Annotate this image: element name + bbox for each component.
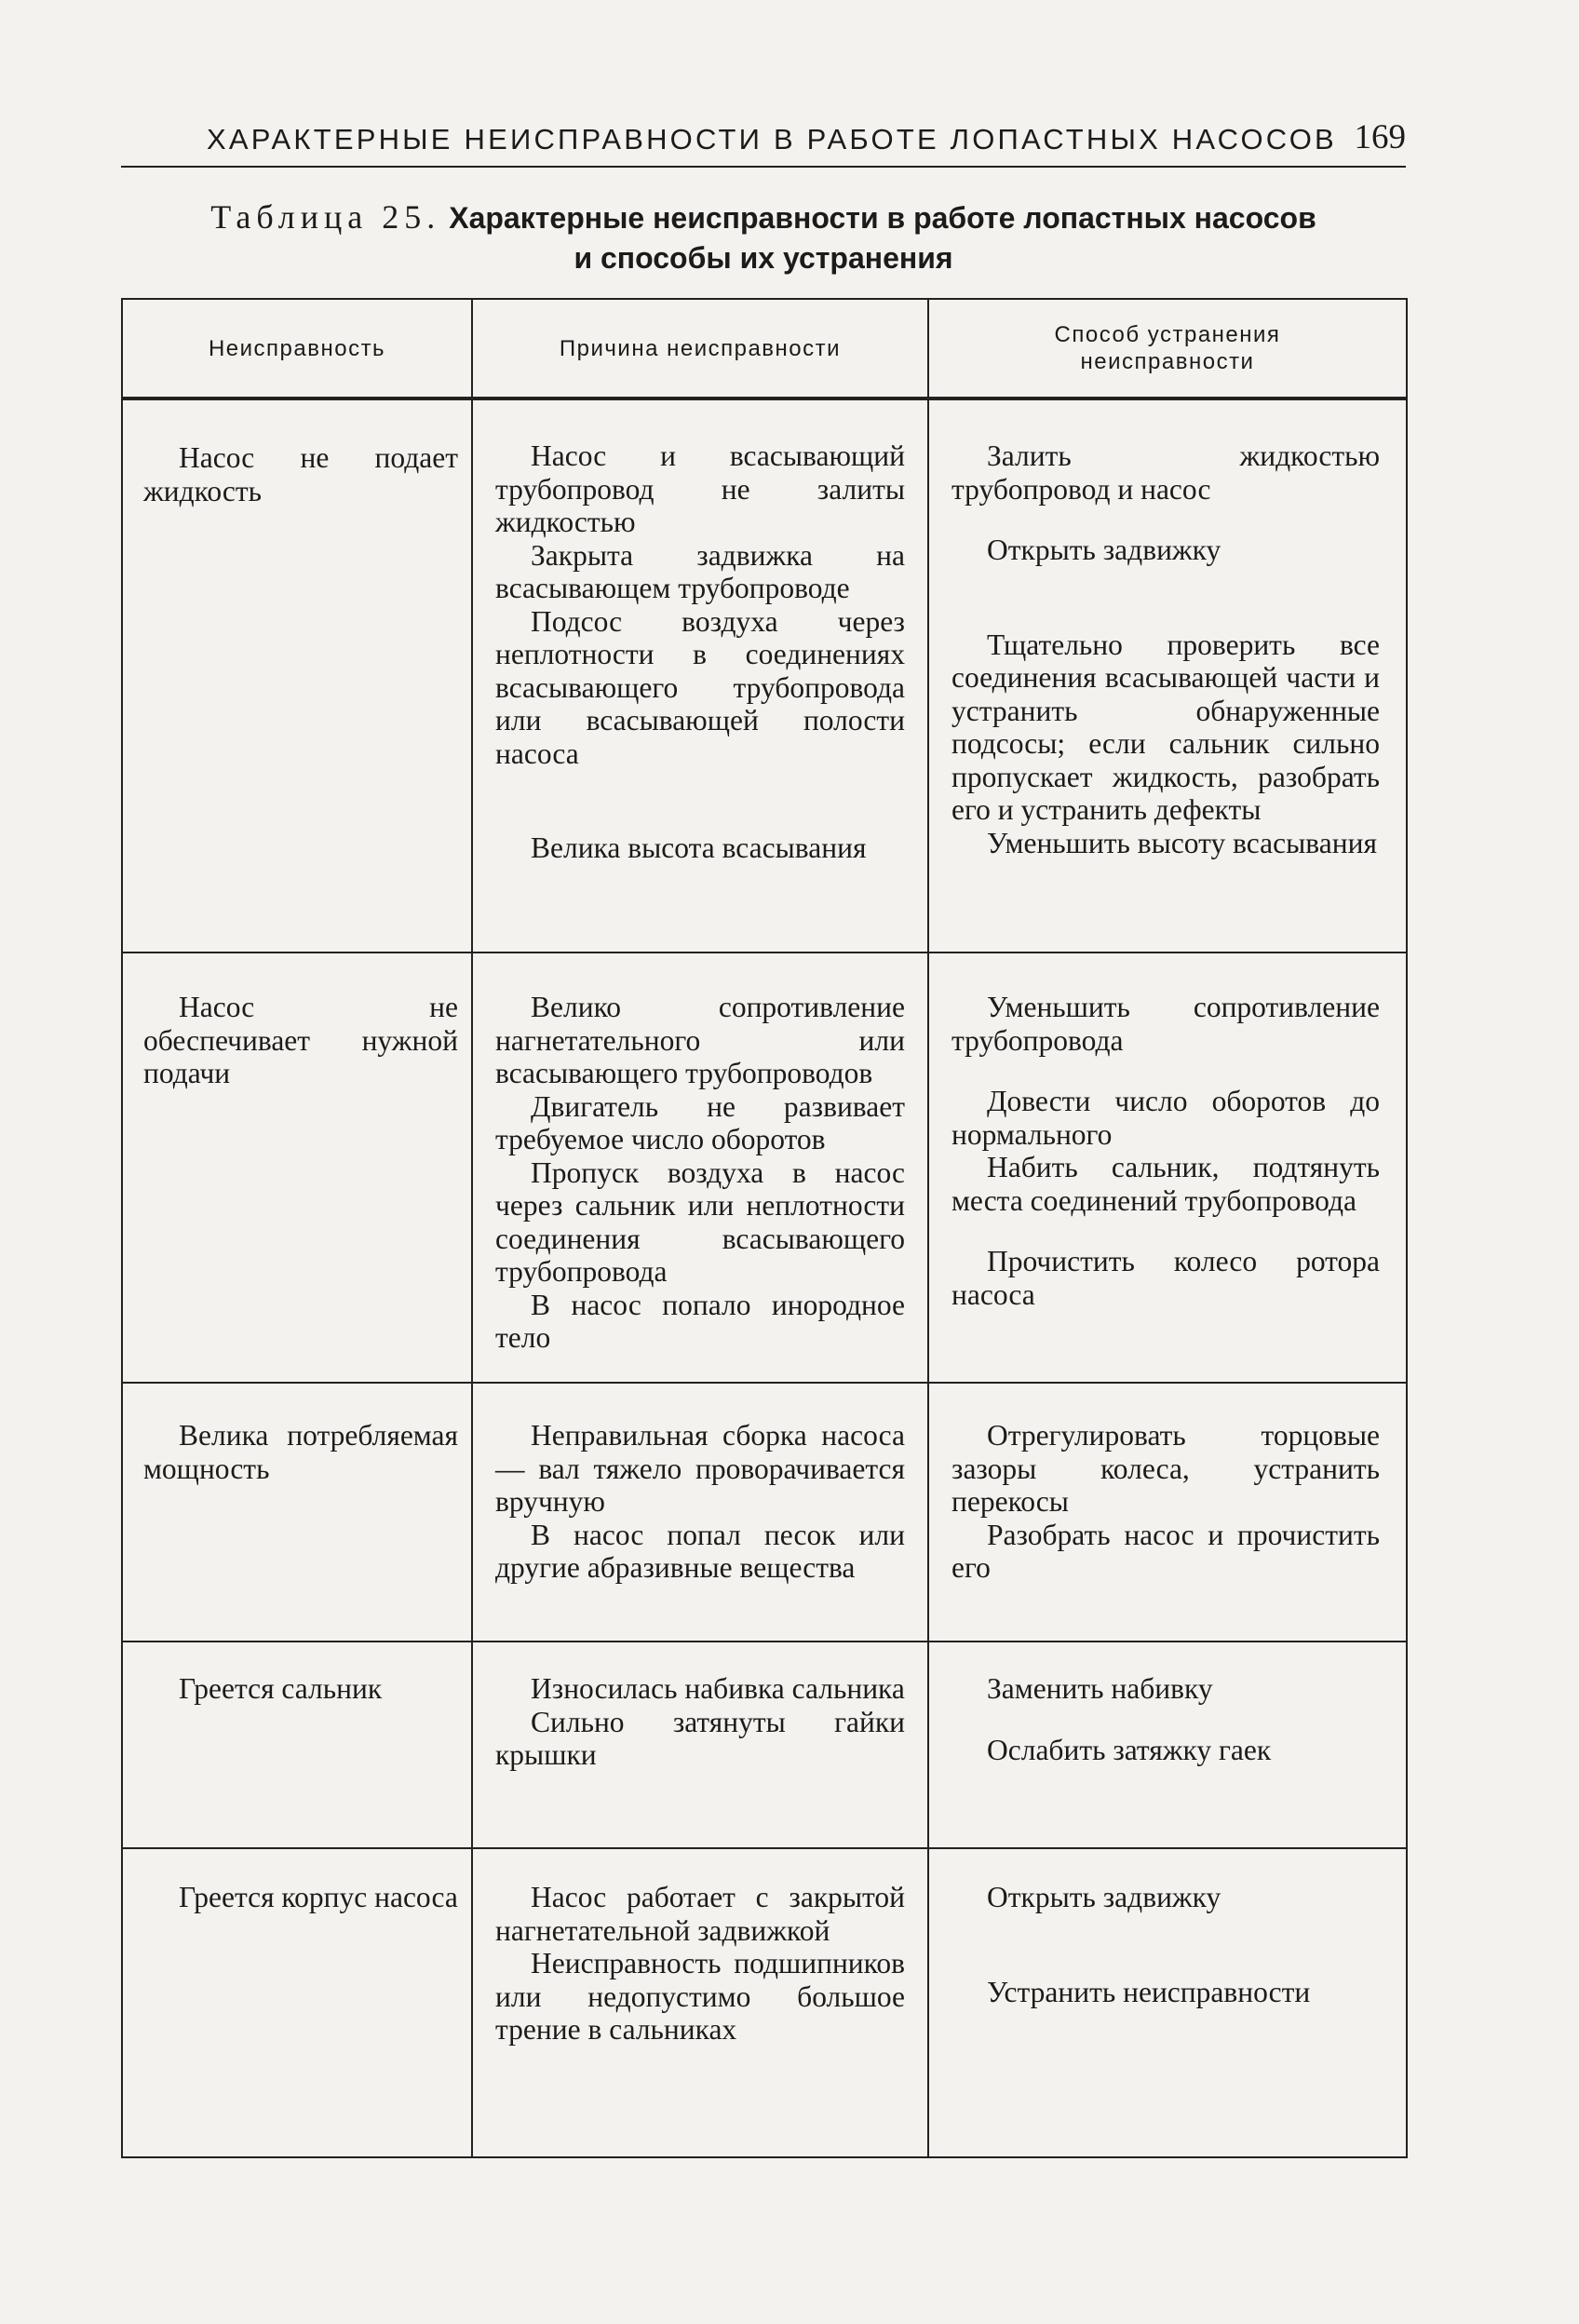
row-rule-1 [121, 952, 1408, 953]
fault-cell [143, 441, 458, 507]
cause-item: Неправильная сборка насоса — вал тяжело проворачивается вручную [495, 1419, 905, 1518]
remedy-item: Залить жидкостью трубопровод и насос [951, 439, 1380, 506]
remedy-item: Устранить неисправности [987, 1975, 1311, 2008]
row-rule-3 [121, 1641, 1408, 1642]
cause-cell [495, 1672, 905, 1772]
fault-cell [143, 1672, 458, 1706]
running-title: ХАРАКТЕРНЫЕ НЕИСПРАВНОСТИ В РАБОТЕ ЛОПАСТНЫХ НАСОСОВ [207, 123, 1337, 155]
caption-label: Таблица 25. [210, 198, 441, 236]
cause-item: Закрыта задвижка на всасывающем трубопроводе [495, 538, 905, 604]
fault-cell [143, 991, 458, 1090]
table-rule-bottom [121, 2156, 1408, 2158]
cause-item: Насос работает с закрытой нагнетательной задвижкой [495, 1881, 905, 1947]
caption-title-line-2: и способы их устранения [574, 241, 953, 275]
fault-text: Велика потребляемая мощность [143, 1419, 458, 1485]
remedy-item: Открыть задвижку [987, 1881, 1221, 1913]
fault-text: Греется корпус насоса [179, 1881, 458, 1913]
faults-table [121, 298, 1408, 2162]
fault-text: Греется сальник [179, 1672, 383, 1705]
fault-cell [143, 1419, 458, 1485]
running-header [121, 110, 1406, 168]
cause-cell [495, 1419, 905, 1585]
remedy-item: Открыть задвижку [987, 534, 1221, 566]
cause-cell [495, 439, 905, 865]
page-number: 169 [1354, 118, 1406, 156]
table-rule-col-2 [927, 300, 929, 2158]
row-rule-2 [121, 1382, 1408, 1384]
caption-title-line-1: Характерные неисправности в работе лопастных насосов [449, 201, 1316, 235]
remedy-item: Уменьшить высоту всасывания [987, 826, 1377, 859]
caption-line-2 [121, 237, 1406, 277]
remedy-item: Ослабить затяжку гаек [987, 1733, 1272, 1766]
remedy-item: Разобрать насос и прочистить его [951, 1518, 1380, 1584]
remedy-item: Прочистить колесо ротора насоса [951, 1245, 1380, 1311]
remedy-cell [951, 991, 1380, 1311]
cause-item: Велико сопротивление нагнетательного или всасывающего трубопроводов [495, 991, 905, 1089]
cause-cell [495, 991, 905, 1355]
cause-item: В насос попал песок или другие абразивные вещества [495, 1518, 905, 1584]
cause-cell [495, 1881, 905, 2047]
remedy-cell [951, 1419, 1380, 1585]
fault-cell [143, 1881, 458, 1914]
cause-item: Неисправность подшипников или недопустимо большое трение в сальниках [495, 1947, 905, 2046]
remedy-item: Набить сальник, подтянуть места соединений трубопровода [951, 1151, 1380, 1217]
caption-line-1 [121, 197, 1406, 237]
cause-item: Износилась набивка сальника [531, 1672, 905, 1705]
row-rule-4 [121, 1847, 1408, 1849]
cause-item: Насос и всасывающий трубопровод не залиты жидкостью [495, 439, 905, 538]
table-caption [121, 197, 1406, 277]
remedy-item: Отрегулировать торцовые зазоры колеса, устранить перекосы [951, 1419, 1380, 1518]
table-rule-right [1406, 300, 1408, 2158]
fault-text: Насос не подает жидкость [143, 441, 458, 507]
remedy-item: Тщательно проверить все соединения всасывающей части и устранить обнаруженные подсосы; если сальник сильно пропускает жидкость, разобрать его и устранить дефекты [951, 628, 1380, 826]
cause-item: Сильно затянуты гайки крышки [495, 1705, 905, 1771]
table-rule-col-1 [471, 300, 473, 2158]
column-header-cause: Причина неисправности [559, 335, 842, 361]
column-header-remedy: Способ устранения неисправности [1054, 322, 1281, 374]
cause-item: Подсос воздуха через неплотности в соединениях всасывающего трубопровода или всасывающей полости насоса [495, 604, 905, 770]
cause-item: Велика высота всасывания [531, 831, 867, 864]
cause-item: В насос попало инородное тело [495, 1288, 905, 1354]
cause-item: Двигатель не развивает требуемое число оборотов [495, 1089, 905, 1155]
fault-text: Насос не обеспечивает нужной подачи [143, 991, 458, 1089]
cause-item: Пропуск воздуха в насос через сальник или неплотности соединения всасывающего трубопровода [495, 1155, 905, 1288]
header-rule [121, 397, 1408, 400]
remedy-item: Заменить набивку [987, 1672, 1213, 1705]
table-rule-left [121, 300, 123, 2158]
remedy-item: Довести число оборотов до нормального [951, 1085, 1380, 1151]
remedy-cell [951, 439, 1380, 859]
remedy-cell [951, 1672, 1380, 1766]
remedy-cell [951, 1881, 1380, 2008]
remedy-item: Уменьшить сопротивление трубопровода [951, 991, 1380, 1057]
column-header-fault: Неисправность [208, 335, 386, 361]
